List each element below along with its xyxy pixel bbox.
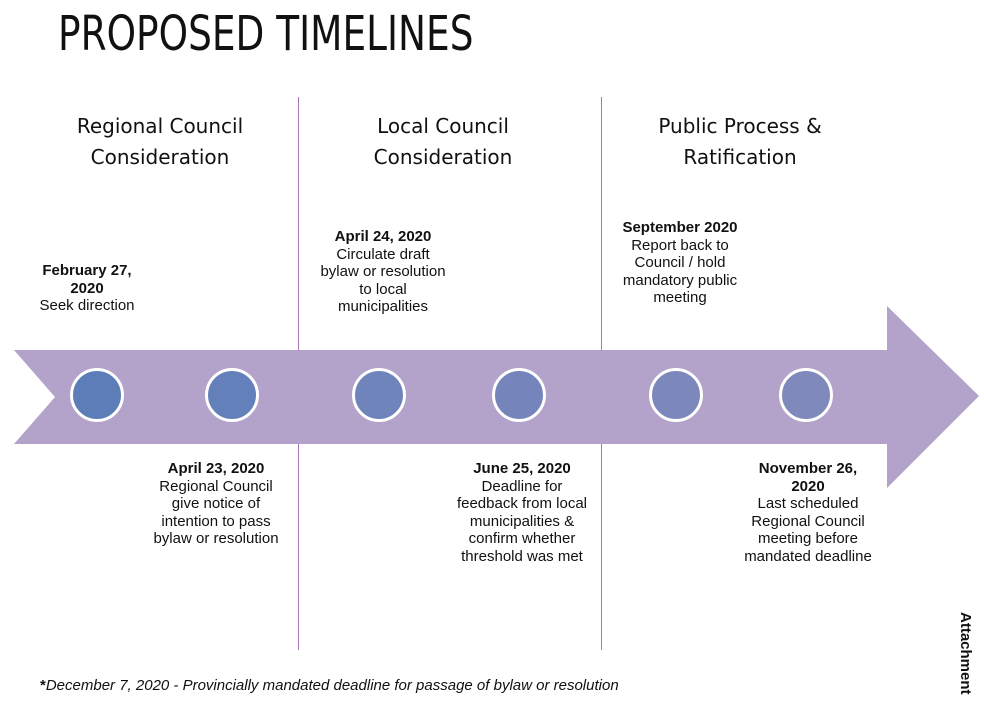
milestone-date: April 23, 2020 xyxy=(167,460,265,477)
page-title: PROPOSED TIMELINES xyxy=(58,6,474,62)
phase-heading-local-council: Local Council Consideration xyxy=(373,114,513,169)
phase-heading-regional-council: Regional Council Consideration xyxy=(76,114,244,169)
milestone-date: November 26, 2020 xyxy=(758,460,858,495)
milestone-label xyxy=(742,460,874,565)
milestone-date: September 2020 xyxy=(622,219,738,236)
milestone-marker xyxy=(70,368,124,422)
milestone-description: Regional Council give notice of intention to pass bylaw or resolution xyxy=(153,477,279,547)
milestone-label xyxy=(318,228,448,316)
phase-heading-public-process: Public Process & Ratification xyxy=(658,114,822,169)
milestone-description: Deadline for feedback from local municipalities & confirm whether threshold was met xyxy=(456,477,588,565)
milestone-label xyxy=(612,219,748,307)
milestone-marker xyxy=(352,368,406,422)
milestone-marker xyxy=(649,368,703,422)
milestone-marker xyxy=(779,368,833,422)
milestone-date: June 25, 2020 xyxy=(473,460,571,477)
milestone-marker xyxy=(492,368,546,422)
milestone-description: Report back to Council / hold mandatory public meeting xyxy=(622,236,738,306)
milestone-label xyxy=(32,262,142,315)
attachment-side-label: Attachment xyxy=(957,612,974,695)
milestone-date: February 27, 2020 xyxy=(42,262,132,297)
milestone-description: Circulate draft bylaw or resolution to local municipalities xyxy=(320,245,446,315)
footnote-marker: * xyxy=(40,677,46,694)
footnote-text: December 7, 2020 - Provincially mandated deadline for passage of bylaw or resolution xyxy=(45,677,619,694)
milestone-description: Seek direction xyxy=(39,297,135,314)
milestone-label xyxy=(452,460,592,565)
footnote xyxy=(40,677,619,694)
milestone-description: Last scheduled Regional Council meeting before mandated deadline xyxy=(744,495,872,565)
milestone-date: April 24, 2020 xyxy=(334,228,432,245)
milestone-marker xyxy=(205,368,259,422)
milestone-label xyxy=(146,460,286,548)
